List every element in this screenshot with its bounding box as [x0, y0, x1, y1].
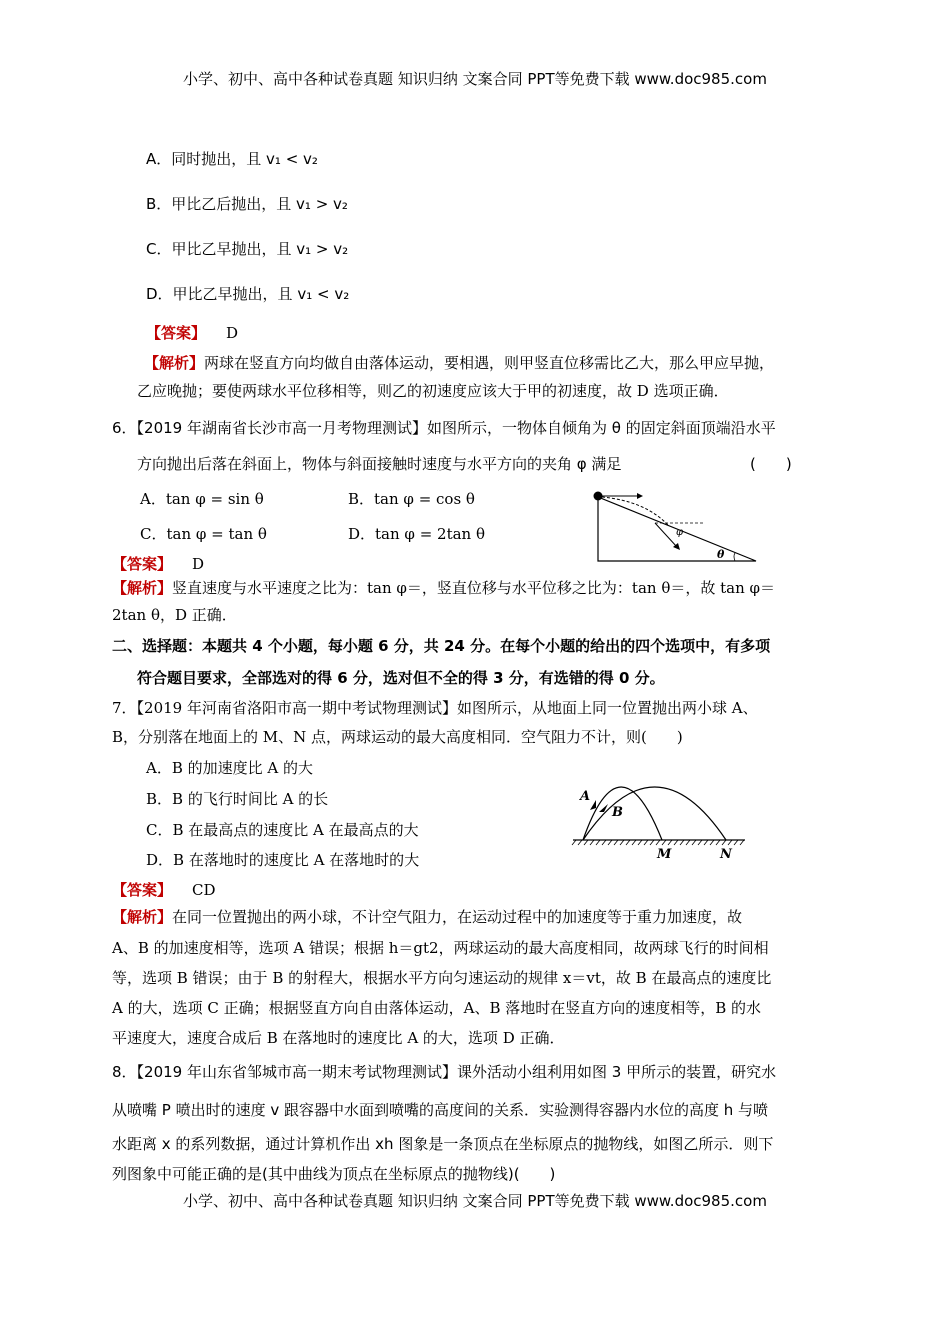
section2-line2: 符合题目要求，全部选对的得 6 分，选对但不全的得 3 分，有选错的得 0 分。	[137, 669, 665, 687]
label-b: B	[612, 805, 623, 820]
analysis-label: 【解析】	[144, 354, 205, 372]
q7-analysis-line3: 等，选项 B 错误；由于 B 的射程大，根据水平方向匀速运动的规律 x＝vt，故 B 在最高点的速度比	[112, 969, 772, 987]
q6-blank: ( )	[750, 455, 792, 473]
answer-label: 【答案】	[146, 324, 207, 342]
q6-analysis-line1	[112, 575, 775, 602]
q5-option-b: B．甲比乙后抛出，且 v₁ > v₂	[146, 195, 348, 213]
answer-label: 【答案】	[112, 555, 173, 573]
q6-option-b: B．tan φ = cos θ	[348, 490, 475, 508]
q7-answer	[112, 879, 216, 900]
label-n: N	[720, 847, 732, 862]
q7-analysis-line4: A 的大，选项 C 正确；根据竖直方向自由落体运动，A、B 落地时在竖直方向的速度相等，B 的水	[112, 999, 762, 1017]
ground-hatching	[572, 840, 744, 845]
label-a: A	[580, 789, 591, 804]
q7-trajectory-figure	[570, 770, 750, 865]
q7-option-c: C．B 在最高点的速度比 A 在最高点的大	[146, 821, 419, 839]
analysis-text: 在同一位置抛出的两小球，不计空气阻力，在运动过程中的加速度等于重力加速度，故	[172, 908, 743, 926]
q5-analysis-line2: 乙应晚抛；要使两球水平位移相等，则乙的初速度应该大于甲的初速度，故 D 选项正确．	[137, 382, 729, 400]
analysis-label: 【解析】	[112, 579, 173, 597]
theta-arc	[734, 553, 735, 561]
analysis-text: 竖直速度与水平速度之比为：tan φ＝，竖直位移与水平位移之比为：tan θ＝，故 tan φ＝	[172, 579, 776, 597]
answer-value: D	[192, 555, 205, 573]
q8-line2: 从喷嘴 P 喷出时的速度 v 跟容器中水面到喷嘴的高度间的关系．实验测得容器内水位的高度 h 与喷	[112, 1101, 769, 1119]
header-banner: 小学、初中、高中各种试卷真题 知识归纳 文案合同 PPT等免费下载 www.doc985.com	[183, 70, 767, 88]
q7-analysis-line1	[112, 904, 742, 931]
analysis-text: 两球在竖直方向均做自由落体运动，要相遇，则甲竖直位移需比乙大，那么甲应早抛，	[204, 354, 775, 372]
q6-stem-line1: 6．【2019 年湖南省长沙市高一月考物理测试】如图所示，一物体自倾角为 θ 的固定斜面顶端沿水平	[112, 419, 776, 437]
q6-analysis-line2: 2tan θ，D 正确．	[112, 606, 237, 624]
theta-label: θ	[717, 548, 725, 561]
arrow-a	[590, 800, 596, 810]
q6-incline-figure	[585, 485, 765, 567]
q6-option-c: C．tan φ = tan θ	[140, 525, 267, 543]
q5-analysis-line1	[144, 350, 774, 377]
q7-analysis-line2: A、B 的加速度相等，选项 A 错误；根据 h＝gt2，两球运动的最大高度相同，故两球飞行的时间相	[112, 939, 769, 957]
q7-stem-line1: 7．【2019 年河南省洛阳市高一期中考试物理测试】如图所示，从地面上同一位置抛出两小球 A、	[112, 699, 758, 717]
q8-line3: 水距离 x 的系列数据，通过计算机作出 xh 图象是一条顶点在坐标原点的抛物线，如图乙所示．则下	[112, 1135, 774, 1153]
q7-option-a: A．B 的加速度比 A 的大	[146, 759, 313, 777]
q7-stem-line2: B，分别落在地面上的 M、N 点，两球运动的最大高度相同．空气阻力不计，则( )	[112, 728, 683, 746]
q6-option-a: A．tan φ = sin θ	[140, 490, 264, 508]
q5-option-d: D．甲比乙早抛出，且 v₁ < v₂	[146, 285, 350, 303]
answer-label: 【答案】	[112, 881, 173, 899]
q6-stem-line2: 方向抛出后落在斜面上，物体与斜面接触时速度与水平方向的夹角 φ 满足	[137, 455, 622, 473]
answer-value: D	[226, 324, 239, 342]
q7-analysis-line5: 平速度大，速度合成后 B 在落地时的速度比 A 的大，选项 D 正确．	[112, 1029, 565, 1047]
q5-option-a: A．同时抛出，且 v₁ < v₂	[146, 150, 318, 168]
q5-answer	[146, 322, 238, 343]
q7-option-d: D．B 在落地时的速度比 A 在落地时的大	[146, 851, 420, 869]
label-m: M	[657, 847, 672, 862]
section2-line1: 二、选择题：本题共 4 个小题，每小题 6 分，共 24 分。在每个小题的给出的四个选项中，有多项	[112, 637, 771, 655]
q5-option-c: C．甲比乙早抛出，且 v₁ > v₂	[146, 240, 349, 258]
impact-velocity-arrow	[655, 523, 677, 547]
analysis-label: 【解析】	[112, 908, 173, 926]
phi-label: φ	[676, 527, 684, 538]
answer-value: CD	[192, 881, 216, 899]
q8-line1: 8．【2019 年山东省邹城市高一期末考试物理测试】课外活动小组利用如图 3 甲所示的装置，研究水	[112, 1063, 777, 1081]
ball	[594, 492, 603, 501]
footer-banner: 小学、初中、高中各种试卷真题 知识归纳 文案合同 PPT等免费下载 www.doc985.com	[183, 1192, 767, 1210]
q6-answer	[112, 553, 204, 574]
q8-line4: 列图象中可能正确的是(其中曲线为顶点在坐标原点的抛物线)( )	[112, 1165, 556, 1183]
q6-option-d: D．tan φ = 2tan θ	[348, 525, 486, 543]
q7-option-b: B．B 的飞行时间比 A 的长	[146, 790, 329, 808]
trajectory-b	[583, 787, 726, 840]
